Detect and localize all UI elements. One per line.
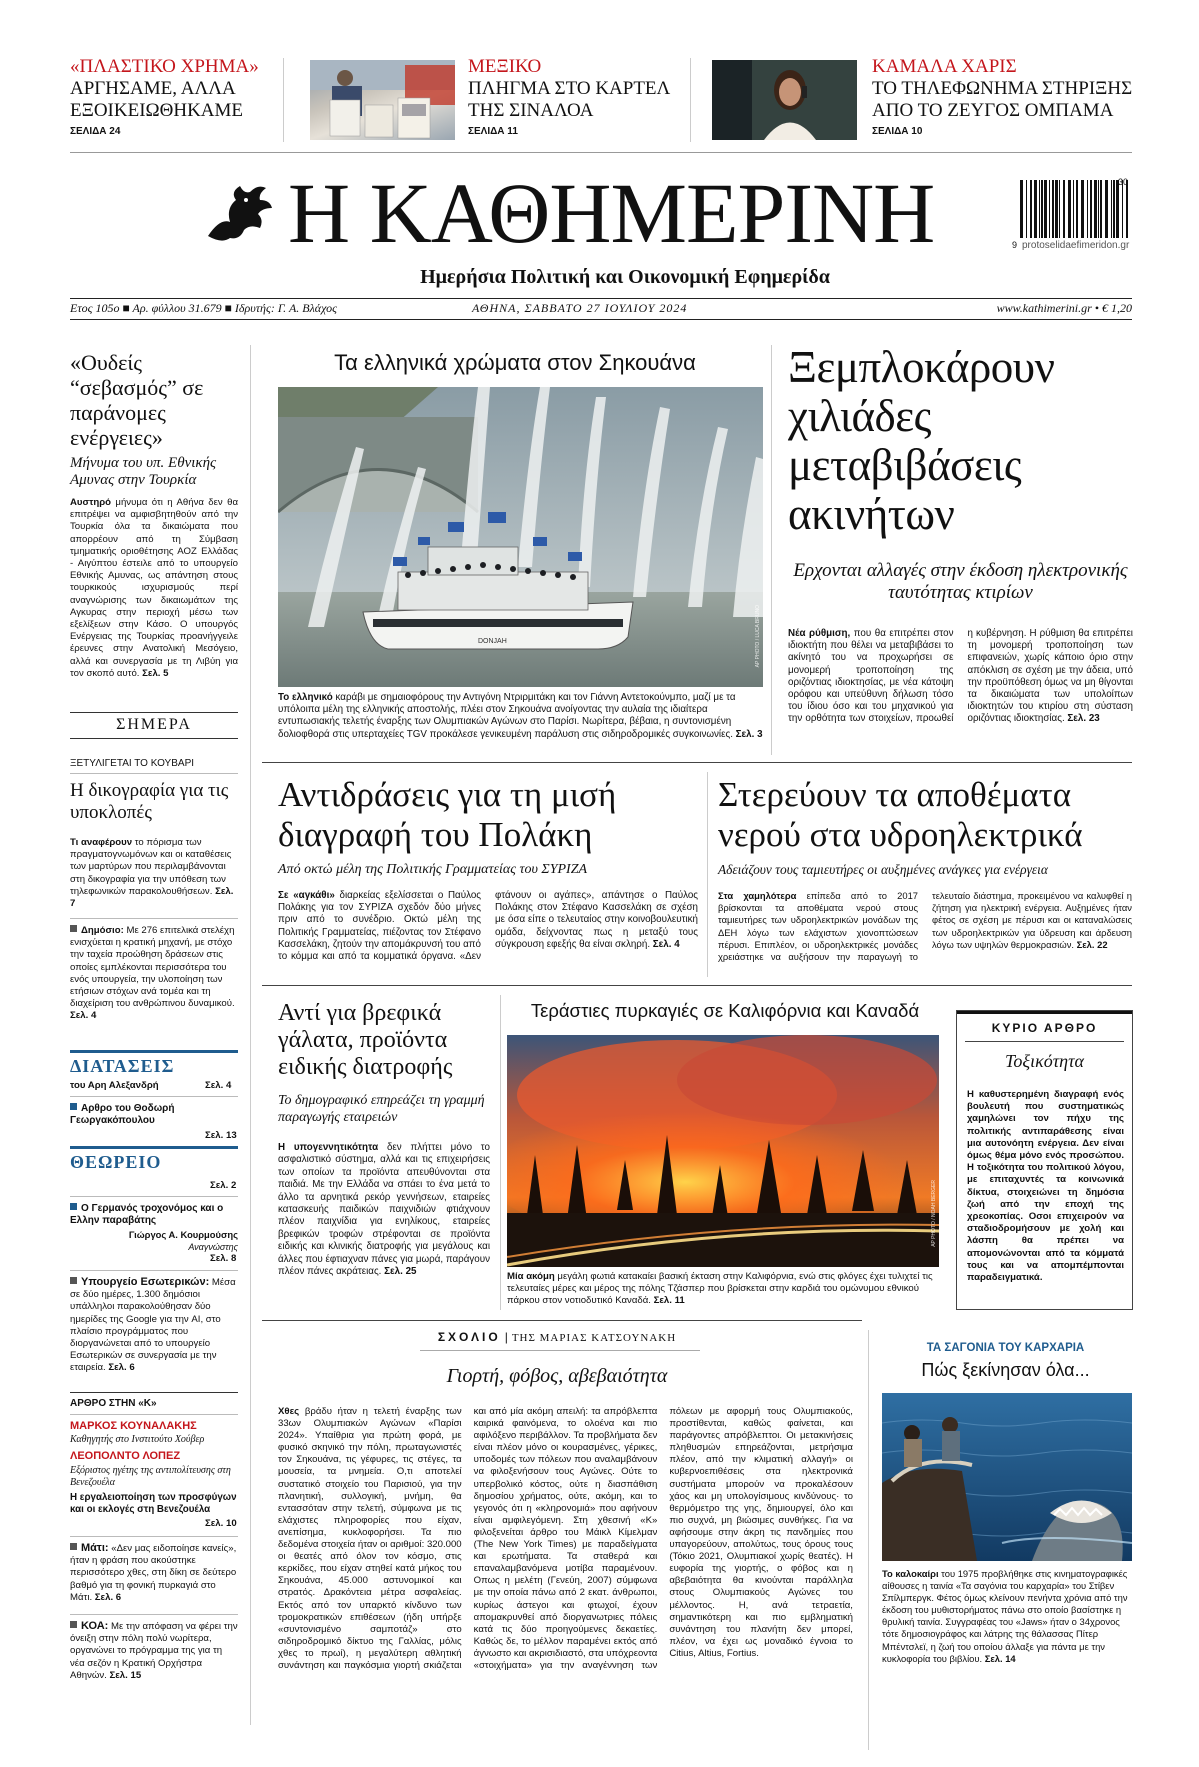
barcode-bar: [1055, 180, 1058, 238]
barcode-bar: [1100, 180, 1102, 238]
turkey-subhead: Μήνυμα του υπ. Εθνικής Αμυνας στην Τουρκία: [70, 455, 217, 488]
kouvari-title[interactable]: Η δικογραφία για τις υποκλοπές: [70, 780, 229, 823]
masthead-title: Η ΚΑΘΗΜΕΡΙΝΗ: [288, 165, 935, 261]
barcode-bar: [1026, 180, 1027, 238]
barcode-number-top: 30: [1118, 177, 1129, 187]
barcode-bar: [1044, 180, 1047, 238]
issue-info: Ετος 105ο ■ Αρ. φύλλου 31.679 ■ Ιδρυτής: Γ. Α. Βλάχος: [70, 301, 337, 315]
bullet-icon: [70, 925, 77, 932]
barcode-bar: [1068, 180, 1071, 238]
teaser-title: ΕΞΟΙΚΕΙΩΘΗΚΑΜΕ: [70, 100, 244, 121]
issue-price: www.kathimerini.gr • € 1,20: [996, 301, 1132, 315]
teaser-3[interactable]: [872, 56, 1152, 137]
german-role: Αναγνώστης: [188, 1242, 238, 1252]
barcode-bar: [1081, 180, 1084, 238]
lead-word: Αυστηρό: [70, 497, 112, 508]
barcode-bar: [1049, 180, 1050, 238]
barcode-bar: [1063, 180, 1065, 238]
polakis-body: Σε «αγκάθι» διαρκείας εξελίσσεται ο Παύλος Πολάκης για τον ΣΥΡΙΖΑ σχεδόν δύο μήνες πριν από το συνέδριο. Οκτώ μέλη της Πολιτικής Γραμματείας, πιέζοντας τον Στέφανο Κασσελάκη, ζητούν την απομάκρυνσή του από το κόμμα και από τα κομματικά όργανα. «Δεν φτάνουν οι αγάπες», απάντησε ο Παύλος Πολάκης στον Στέφανο Κασσελάκη σε σχέση με όσα είπε ο τελευταίος στην κοινοβουλευτική ομάδα, δείχνοντας πως η μεταξύ τους σύγκρουση εφεξής θα είναι σκληρή. Σελ. 4: [278, 890, 698, 963]
seine-credit: AP PHOTO / LUCA BRUNO: [755, 604, 761, 667]
barcode-bar: [1094, 180, 1097, 238]
barcode-bar: [1105, 180, 1108, 238]
page-ref: Σελ. 5: [142, 667, 169, 679]
seine-photo: [278, 387, 763, 687]
teaser-photo-mexico: [310, 60, 455, 140]
scholio-body: Χθες βράδυ ήταν η τελετή έναρξης των 33ων Ολυμπιακών Αγώνων «Παρίσι 2024». Υπαίθρια για πρώτη φορά, με φυσικό σκηνικό την πόλη, πρωταγωνιστές τον Σηκουάνα, τις γέφυρες, τις στέγες, τα μουσεία, τα μνημεία. Ο,τι αποτελεί συστατικό στοιχείο του Παρισιού, για την πλανητική, συλλογική, μνήμη, θα εντασσόταν στην τελετή, σύμφωνα με τις ελάχιστες πληροφορίες που είχαν, ανεπίσημα, κυκλοφορήσει. Τα πιο δεδομένα στοιχεία ήταν οι αριθμοί: 320.000 οι θεατές από όλον τον κόσμο, στις κερκίδες, που είχαν στηθεί κατά μήκος του Σηκουάνα, 45.000 αστυνομικοί και στρατός. Δρακόντεια μέτρα ασφαλείας. Εκτός από τον υπαρκτό κίνδυνο των τρομοκρατικών επιθέσεων (ήδη υπήρξε «συντονισμένο σαμποτάζ» στο σιδηροδρομικό δίκτυο της Γαλλίας, μόλις χθες το πρωί), η μεγαλύτερη αθλητική συνάντηση και παγκόσμια γιορτή σκιάζεται και από μία ακόμη απειλή: τα απρόβλεπτα καιρικά φαινόμενα, το ολοένα και πιο αφιλόξενο περιβάλλον. Τα προβλήματα δεν είναι πλέον μόνο οι κουρασμένες, γέρικες, υποδομές των πόλεων που αναλαμβάνουν να φιλοξενήσουν τους Αγώνες. Ούτε το υπερβολικό κόστος, ούτε η διασπάθιση δημοσίου χρήματος, ούτε, ακόμη, και το γεγονός ότι η «κληρονομιά» που αφήνουν είναι αμφιλεγόμενη. Στη χθεσινή «Κ» φιλοξενείται άρθρο του Μάικλ Κίμελμαν (The New York Times) με παραδείγματα και ερωτήματα. Τα σταθερά και επαναλαμβανόμενα μοτίβα παραμένουν. Οπως η μελέτη (Γενεύη, 2007) σύμφωνα με την οποία πάνω από 2 εκατ. άνθρωποι, κυρίως άστεγοι και φτωχοί, έχουν απομακρυνθεί από διοργανωτριες πόλεις κατά τις δύο προηγούμενες δεκαετίες. Καθώς δε, το μέλλον παραμένει εκτός από άγνωστο και ακρισιδιαστό, στα υπόχρεοντα «στοιχήματα» για την αναγέννηση των πόλεων με αφορμή τους Ολυμπιακούς, προστίθενται, καθώς φαίνεται, και παράγοντες απρόβλεπτοι. Οι μετακινήσεις πληθυσμών επηρεάζονται, μετρήσιμα πλέον, από την κλιματική αλλαγή» οι κυβερνοεπιθέσεις στα ηλεκτρονικά συστήματα μπορούν να προκαλέσουν χάος και μη υπολογίσιμους κινδύνους· το θερμόμετρο της γης, δημιουργεί, όλο και πιο συχνά, μη βιώσιμες συνθήκες. Για να αφήσουμε στην άκρη τις πανδημίες που υπαγορεύουν, απολύτως, τους όρους τους (Τόκιο 2021, Ολυμπιακοί χωρίς θεατές). Η ευφορία της γιορτής, ο φόβος και η αβεβαιότητα θα κινούνται παράλληλα στους Ολυμπιακούς Αγώνες του μέλλοντος. Η, ανά τετραετία, σημαντικότερη και πιο εμβληματική συνάντηση του πλανήτη δεν μπορεί, πλέον, να έχει ως μοναδικό έγνοια το Citius, Altius, Fortius.: [278, 1406, 853, 1671]
teaser-kicker: ΜΕΞΙΚΟ: [468, 56, 542, 77]
editorial-box: [956, 1010, 1133, 1310]
baby-headline[interactable]: Αντί για βρεφικά γάλατα, προϊόντα ειδικής διατροφής: [278, 1000, 453, 1080]
ergaleiopoiisi[interactable]: Η εργαλειοποίηση των προσφύγων και οι εκλογές στη Βενεζουέλα: [70, 1492, 237, 1516]
jaws-kicker: ΤΑ ΣΑΓΟΝΙΑ ΤΟΥ ΚΑΡΧΑΡΙΑ: [926, 1342, 1085, 1354]
barcode-bar: [1122, 180, 1123, 238]
barcode-bar: [1116, 180, 1119, 238]
german-by: Γιώργος Α. Κουρμούσης: [128, 1229, 238, 1240]
kouvari-body: Τι αναφέρουν το πόρισμα των πραγματογνωμόνων και οι καταθέσεις των μαρτύρων που περιλαμβάνονται στη δικογραφία για την υπόθεση των τηλεφωνικών παρακολουθήσεων. Σελ. 7: [70, 837, 234, 910]
issue-date: ΑΘΗΝΑ, ΣΑΒΒΑΤΟ 27 ΙΟΥΛΙΟΥ 2024: [472, 301, 688, 315]
german-page: Σελ. 8: [210, 1253, 237, 1264]
baby-subhead: Το δημογραφικό επηρεάζει τη γραμμή παραγωγής εταιρειών: [278, 1093, 485, 1125]
diataseis-label[interactable]: ΔΙΑΤΑΣΕΙΣ: [70, 1056, 175, 1076]
teaser-1[interactable]: [70, 56, 270, 137]
jaws-caption: Το καλοκαίρι του 1975 προβλήθηκε στις κινηματογραφικές αίθουσες η ταινία «Τα σαγόνια του καρχαρία» του Στίβεν Σπίλμπεργκ. Φέτος όμως κλείνουν πενήντα χρόνια από την έκδοση του μυθιστορήματος πάνω στο οποίο βασίστηκε η θρυλική ταινία. Συγγραφέας του «Jaws» ήταν ο 34χρονος τότε δημοσιογράφος και λάτρης της θάλασσας Πίτερ Μπέντσλεϊ, η ζωή του οποίου άλλαξε για πάντα με την κυκλοφορία του βιβλίου. Σελ. 14: [882, 1568, 1128, 1664]
esoterikon-item[interactable]: Υπουργείο Εσωτερικών: Μέσα σε δύο ημέρες, 1.300 δημόσιοι υπάλληλοι παρακολούθησαν δύο ημερίδες της Google για την AI, στο πλαίσιο προγράμματος που διοργανώνεται από το υπουργείο Εσωτερικών σε συνεργασία με την εταιρεία. Σελ. 6: [70, 1276, 236, 1374]
scholio-title[interactable]: Γιορτή, φόβος, αβεβαιότητα: [446, 1365, 668, 1387]
editorial-title[interactable]: Τοξικότητα: [1005, 1051, 1084, 1071]
editorial-body: Η καθυστερημένη διαγραφή ενός βουλευτή που συστηματικώς χαμηλώνει τον πήχυ της πολιτικής αντιπαράθεσης είναι μια αυτονόητη ενέργεια. Δεν είναι όμως θέμα μόνο ενός προσώπου. Η τοξικότητα του πολιτικού λόγου, με επιταχυντές τα κοινωνικά δίκτυα, στοιχειώνει τη δημόσια ζωή από την εποχή της χρεοκοπίας. Οσοι επιχειρούν να σταδιοδρομήσουν με χολή και λάσπη θα πρέπει να απομονώνονται από τα κόμματά τους και να απομπέμπονται παραδειγματικά.: [967, 1089, 1124, 1284]
fires-credit: AP PHOTO / NOAH BERGER: [931, 1180, 937, 1247]
teaser-2[interactable]: [468, 56, 678, 137]
fires-photo: [507, 1035, 939, 1267]
lead-headline[interactable]: Ξεμπλοκάρουν χιλιάδες μεταβιβάσεις ακινήτων: [788, 342, 1055, 539]
water-headline[interactable]: Στερεύουν τα αποθέματα νερού στα υδροηλεκτρικά: [718, 775, 1083, 854]
fires-caption: Μία ακόμη μεγάλη φωτιά κατακαίει βασική έκταση στην Καλιφόρνια, ενώ στις φλόγες έχει τυλιχτεί τις τελευταίες μέρες και μέρος της πόλης Τζάσπερ που βρίσκεται στην καρδιά του ομώνυμου εθνικού πάρκου στον νοτιοδυτικό Καναδά. Σελ. 11: [507, 1271, 933, 1307]
water-subhead: Αδειάζουν τους ταμιευτήρες οι αυξημένες ανάγκες για ενέργεια: [718, 862, 1048, 877]
teaser-title: ΤΗΣ ΣΙΝΑΛΟΑ: [468, 100, 594, 121]
barcode-bar: [1126, 180, 1128, 238]
barcode-bar: [1020, 180, 1023, 238]
leopoldo-role: Εξόριστος ηγέτης της αντιπολίτευσης στη Βενεζουέλα: [70, 1465, 231, 1488]
masthead-subtitle: Ημερήσια Πολιτική και Οικονομική Εφημερίδα: [420, 266, 830, 288]
teaser-photo-harris: [712, 60, 857, 140]
jaws-photo: [882, 1393, 1132, 1561]
barcode-bar: [1073, 180, 1074, 238]
teaser-kicker: ΚΑΜΑΛΑ ΧΑΡΙΣ: [872, 56, 1017, 77]
barcode-bar: [1090, 180, 1092, 238]
watermark: protoselidaefimeridon.gr: [1022, 240, 1130, 251]
barcode-bar: [1030, 180, 1032, 238]
fires-headline[interactable]: Τεράστιες πυρκαγιές σε Καλιφόρνια και Καναδά: [530, 1000, 920, 1021]
lead-subhead: Ερχονται αλλαγές στην έκδοση ηλεκτρονικής ταυτότητας κτιρίων: [793, 560, 1128, 603]
german-item[interactable]: Ο Γερμανός τροχονόμος και ο Ελλην παραβάτης: [70, 1203, 224, 1227]
barcode-bar: [1113, 180, 1115, 238]
barcode: [1020, 180, 1132, 238]
teaser-page: ΣΕΛΙΔΑ 11: [468, 126, 518, 137]
kouvari-kicker: ΞΕΤΥΛΙΓΕΤΑΙ ΤΟ ΚΟΥΒΑΡΙ: [70, 758, 195, 769]
section-simera: ΣΗΜΕΡΑ: [116, 716, 192, 733]
turkey-headline[interactable]: «Ουδείς “σεβασμός” σε παράνομες ενέργειες»: [70, 350, 204, 450]
teaser-kicker: «ΠΛΑΣΤΙΚΟ ΧΡΗΜΑ»: [70, 56, 259, 77]
bullet-icon: [70, 1203, 77, 1210]
scholio-header: ΣΧΟΛΙΟ | ΤΗΣ ΜΑΡΙΑΣ ΚΑΤΣΟΥΝΑΚΗ: [437, 1330, 677, 1344]
koa-item[interactable]: ΚΟΑ: Με την απόφαση να φέρει την όνειξη στην πόλη πολύ νωρίτερα, οργανώνει το πρόγραμμα της για τη νέα σεζόν η Κρατική Ορχήστρα Αθηνών. Σελ. 15: [70, 1620, 238, 1681]
barcode-bar: [1098, 180, 1099, 238]
masthead-logo-icon: [200, 178, 275, 248]
barcode-bar: [1041, 180, 1043, 238]
turkey-body: Αυστηρό μήνυμα ότι η Αθήνα δεν θα επιτρέψει να αμφισβητηθούν από την Τουρκία όλα τα δικαιώματα που απορρέουν από τη Σύμβαση τμηματικής οριοθέτησης ΑΟΖ Ελλάδας - Αιγύπτου έστειλε από το υπουργείο Εθνικής Αμυνας, ως απάντηση στους τουρκικούς ισχυρισμούς περί αναγνώρισης των δικαιωμάτων της Αγκυρας στην περιοχή μέσω των εξελίξεων στην Κάσο. Ο υπουργός Ενέργειας της Τουρκίας προανήγγειλε έρευνες στην Ανατολική Μεσόγειο, αλλά και συνεργασία με τη Λιβύη για τον σκοπό αυτό. Σελ. 5: [70, 497, 238, 679]
baby-body: Η υπογεννητικότητα δεν πλήττει μόνο το ασφαλιστικό σύστημα, αλλά και τις επιχειρήσεις των οποίων τα προϊόντα απευθύνονται στα παιδιά. Με την Ελλάδα να σπάει το ένα μετά το άλλο τα αρνητικά ρεκόρ γεννήσεων, εταιρείες κατασκευής παιδικών παιχνιδιών φτιάχνουν πλέον παιχνίδια για ενηλίκους, εταιρείες βρεφικών τροφών στρέφονται σε προϊόντα ειδικής και κλινικής διατροφής για μεγάλους και άλλες που έφτιαχναν πάνες για μωρά, παράγουν πλέον πάνες ακράτειας. Σελ. 25: [278, 1142, 490, 1278]
theoreio-page: Σελ. 2: [210, 1180, 237, 1191]
seine-headline[interactable]: Τα ελληνικά χρώματα στον Σηκουάνα: [334, 350, 696, 375]
bullet-icon: [70, 1543, 77, 1550]
barcode-bar: [1111, 180, 1112, 238]
teaser-title: ΠΛΗΓΜΑ ΣΤΟ ΚΑΡΤΕΛ: [468, 78, 671, 99]
diataseis-page: Σελ. 4: [205, 1080, 232, 1091]
seine-caption: Το ελληνικό καράβι με σημαιοφόρους την Αντιγόνη Ντριρμιτάκη και τον Γιάννη Αντετοκούνμπο, μαζί με τα υπόλοιπα μέλη της ελληνικής αποστολής, πλέει στον Σηκουάνα ανοίγοντας την αυλαία της ιδιαίτερα εντυπωσιακής τελετής έναρξης των Ολυμπιακών Αγώνων στο Παρίσι. Νωρίτερα, βέβαια, η συντονισμένη δολιοφθορά στις υπερταχείες TGV προκάλεσε γενικευμένη παράλυση στις σιδηροδρομικές συγκοινωνίες. Σελ. 3: [278, 692, 763, 740]
scholio-by: ΤΗΣ ΜΑΡΙΑΣ ΚΑΤΣΟΥΝΑΚΗ: [511, 1332, 677, 1344]
barcode-bar: [1034, 180, 1037, 238]
teaser-title: ΤΟ ΤΗΛΕΦΩΝΗΜΑ ΣΤΗΡΙΞΗΣ: [872, 78, 1133, 99]
scholio-kicker: ΣΧΟΛΙΟ: [437, 1330, 501, 1344]
barcode-bar: [1039, 180, 1040, 238]
dimosio-item[interactable]: Δημόσιο: Με 276 επιτελικά στελέχη ενισχύεται η κρατική μηχανή, με στόχο την ταχεία προώθηση δράσεων στις οποίες εμπλέκονται περισσότερα του ενός υπουργεία, την υλοποίηση των ετήσιων στόχων ανά τομέα και τη διαχείριση του ανθρώπινου δυναμικού. Σελ. 4: [70, 925, 235, 1022]
water-body: Στα χαμηλότερα επίπεδα από το 2017 βρίσκονται τα αποθέματα νερού στους ταμιευτήρες των υδροηλεκτρικών μονάδων της ΔΕΗ λόγω των ελάχιστων χιονοπτώσεων πέρυσι. Επιπλέον, οι υδροηλεκτρικές μονάδες χρειάστηκε να αυξήσουν την παραγωγή το τελευταίο διάστημα, προκειμένου να καλυφθεί η ζήτηση για ηλεκτρική ενέργεια. Αυξημένες ήταν φέτος σε σχέση με πέρυσι και οι καταναλώσεις των υδροηλεκτρικών για ύδρευση και άρδευση λόγω των υψηλών θερμοκρασιών. Σελ. 22: [718, 890, 1132, 963]
barcode-number-left: 9: [1012, 240, 1018, 250]
markos-name[interactable]: ΜΑΡΚΟΣ ΚΟΥΝΑΛΑΚΗΣ: [70, 1420, 197, 1432]
theoreio-label[interactable]: ΘΕΩΡΕΙΟ: [70, 1152, 162, 1172]
bullet-icon: [70, 1103, 77, 1110]
mati-item[interactable]: Μάτι: «Δεν μας ειδοποίησε κανείς», ήταν η φράση που ακούστηκε περισσότερο χθες, στη δίκη σε δεύτερο βαθμό για τη φονική πυρκαγιά στο Μάτι. Σελ. 6: [70, 1542, 237, 1603]
ergaleiopoiisi-page: Σελ. 10: [205, 1518, 237, 1529]
barcode-bar: [1087, 180, 1088, 238]
boat-label: DONJAH: [478, 638, 507, 645]
teaser-page: ΣΕΛΙΔΑ 24: [70, 126, 121, 137]
barcode-bar: [1052, 180, 1054, 238]
markos-role: Καθηγητής στο Ινστιτούτο Χούβερ: [70, 1434, 205, 1445]
barcode-bar: [1076, 180, 1078, 238]
editorial-kicker: ΚΥΡΙΟ ΑΡΘΡΟ: [991, 1021, 1098, 1035]
teaser-page: ΣΕΛΙΔΑ 10: [872, 126, 923, 137]
arthro-k-label: ΑΡΘΡΟ ΣΤΗΝ «Κ»: [70, 1398, 157, 1409]
diataseis-by: του Αρη Αλεξανδρή: [70, 1080, 159, 1091]
barcode-bar: [1059, 180, 1060, 238]
leopoldo-name[interactable]: ΛΕΟΠΟΛΝΤΟ ΛΟΠΕΖ: [70, 1450, 181, 1462]
polakis-subhead: Από οκτώ μέλη της Πολιτικής Γραμματείας του ΣΥΡΙΖΑ: [278, 862, 588, 877]
arthro-page: Σελ. 13: [205, 1130, 237, 1141]
bullet-icon: [70, 1621, 77, 1628]
bullet-icon: [70, 1277, 77, 1284]
lead-body: Νέα ρύθμιση, που θα επιτρέπει στον ιδιοκτήτη που θέλει να μεταβιβάσει το ακίνητό του να προχωρήσει σε μονομερή τροποποίηση της οριζόντιας ιδιοκτησίας, με νέα κάτοψη ορόφου και υπεύθυνη δήλωση τόσο του ίδιου όσο και του μηχανικού για την ορθότητα των στοιχείων, προωθεί η κυβέρνηση. Η ρύθμιση θα επιτρέπει τη μονομερή τροποποίηση των επιφανειών, χωρίς κάποιο όριο στην απόκλιση σε σχέση με την άδεια, υπό την προϋπόθεση όμως να μη θίγονται τα δικαιώματα των υπολοίπων ιδιοκτητών του κτιρίου στη σύσταση οριζόντιας ιδιοκτησίας. Σελ. 23: [788, 628, 1133, 725]
jaws-title[interactable]: Πώς ξεκίνησαν όλα...: [921, 1360, 1090, 1380]
teaser-title: ΑΡΓΗΣΑΜΕ, ΑΛΛΑ: [70, 78, 236, 99]
polakis-headline[interactable]: Αντιδράσεις για τη μισή διαγραφή του Πολάκη: [278, 775, 617, 854]
arthro-item[interactable]: Αρθρο του Θοδωρή Γεωργακόπουλου: [70, 1103, 175, 1127]
teaser-title: ΑΠΟ ΤΟ ΖΕΥΓΟΣ ΟΜΠΑΜΑ: [872, 100, 1114, 121]
